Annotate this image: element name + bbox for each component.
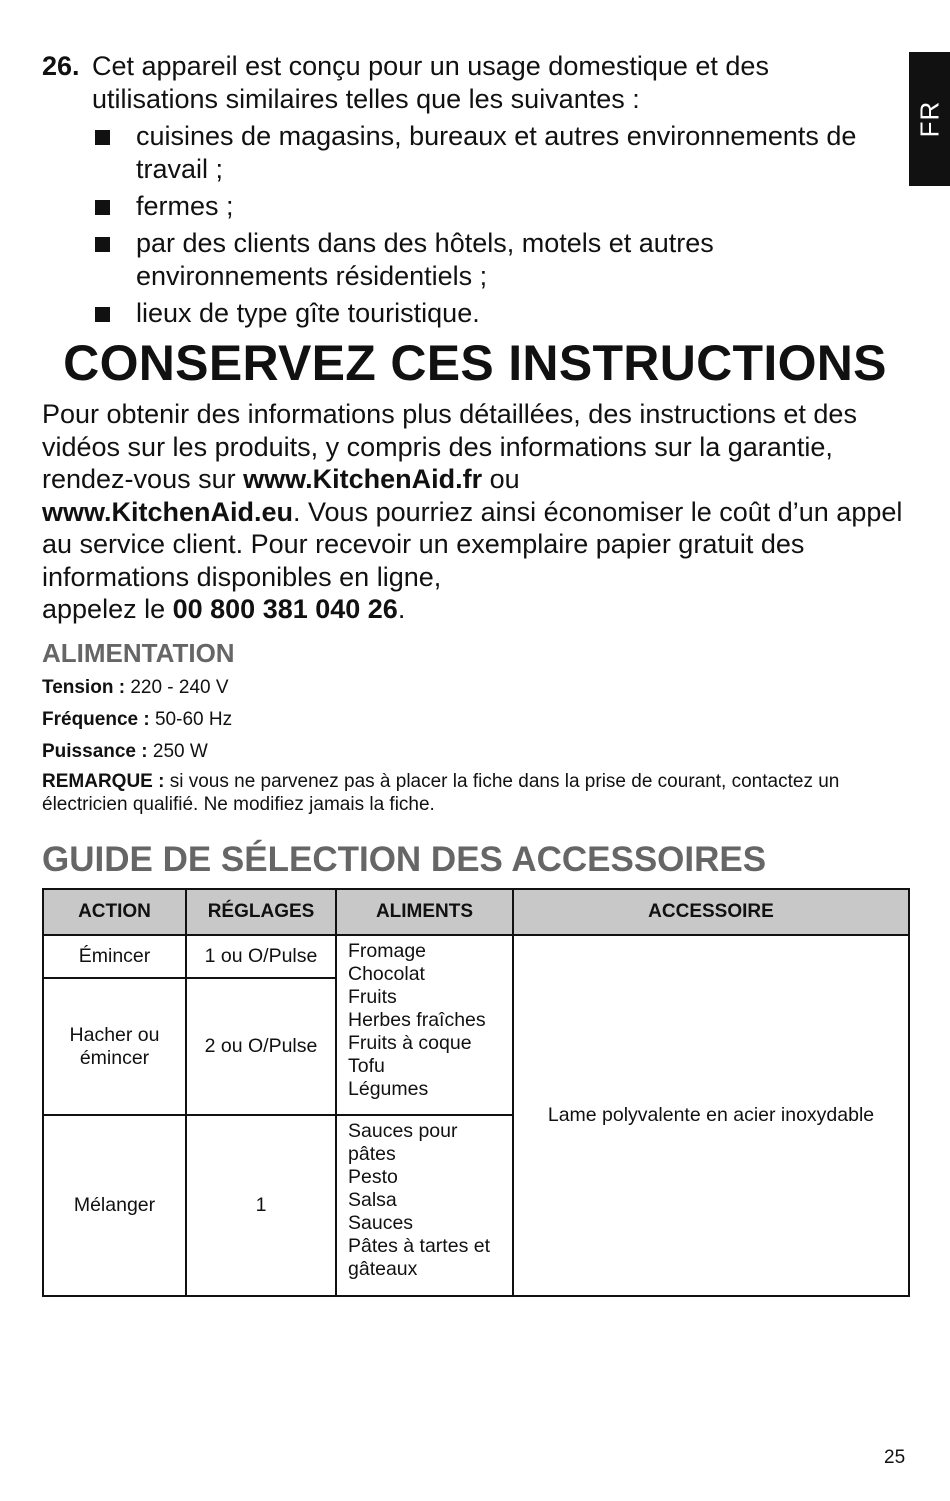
usage-list <box>42 120 882 330</box>
table-header-row <box>43 889 909 935</box>
kitchenaid-eu-link[interactable]: www.KitchenAid.eu <box>42 496 294 527</box>
list-item: cuisines de magasins, bureaux et autres environnements de travail ; <box>92 120 882 186</box>
accessory-cell: Lame polyvalente en acier inoxydable <box>513 935 909 1296</box>
page-number: 25 <box>884 1447 906 1468</box>
square-bullet-icon <box>95 237 110 252</box>
setting-cell: 2 ou O/Pulse <box>186 978 336 1115</box>
foods-cell: Sauces pour pâtes Pesto Salsa Sauces Pâtes à tartes et gâteaux <box>336 1115 513 1296</box>
phone-number: 00 800 381 040 26 <box>172 594 398 624</box>
header-action: ACTION <box>43 889 186 935</box>
action-cell: Émincer <box>43 935 186 978</box>
power-heading: ALIMENTATION <box>42 638 235 668</box>
list-item: lieux de type gîte touristique. <box>92 297 882 330</box>
header-settings: RÉGLAGES <box>186 889 336 935</box>
accessory-guide-table <box>42 888 910 1297</box>
frequency-spec: Fréquence : 50-60 Hz <box>42 709 233 730</box>
action-cell: Hacher ou émincer <box>43 978 186 1115</box>
setting-cell: 1 ou O/Pulse <box>186 935 336 978</box>
kitchenaid-fr-link[interactable]: www.KitchenAid.fr <box>243 464 483 494</box>
square-bullet-icon <box>95 307 110 322</box>
header-accessory: ACCESSOIRE <box>513 889 909 935</box>
action-cell: Mélanger <box>43 1115 186 1296</box>
item-number: 26. <box>42 51 80 81</box>
square-bullet-icon <box>95 200 110 215</box>
square-bullet-icon <box>95 130 110 145</box>
language-tab <box>909 52 950 186</box>
wattage-spec: Puissance : 250 W <box>42 741 208 762</box>
language-tab-label: FR <box>914 100 944 138</box>
accessory-guide-heading: GUIDE DE SÉLECTION DES ACCESSOIRES <box>42 840 767 879</box>
list-item: fermes ; <box>92 190 882 223</box>
item-26 <box>42 50 882 334</box>
item-intro: Cet appareil est conçu pour un usage domestique et des utilisations similaires telles que les suivantes : <box>92 51 769 114</box>
remark-note: REMARQUE : si vous ne parvenez pas à placer la fiche dans la prise de courant, contactez un électricien qualifié. Ne modifiez jamais la fiche. <box>42 771 840 815</box>
save-instructions-title: CONSERVEZ CES INSTRUCTIONS <box>63 335 887 391</box>
info-paragraph: Pour obtenir des informations plus détaillées, des instructions et des vidéos sur les produits, y compris des informations sur la garantie, rendez-vous sur www.KitchenAid.fr ou www.KitchenAid.eu. Vous pourriez ainsi économiser le coût d’un appel au service client. Pour recevoir un exemplaire papier gratuit des informations disponibles en ligne, appelez le 00 800 381 040 26. <box>42 399 903 624</box>
list-item: par des clients dans des hôtels, motels et autres environnements résidentiels ; <box>92 227 882 293</box>
header-foods: ALIMENTS <box>336 889 513 935</box>
foods-cell: Fromage Chocolat Fruits Herbes fraîches Fruits à coque Tofu Légumes <box>336 935 513 1115</box>
voltage-spec: Tension : 220 - 240 V <box>42 677 229 698</box>
table-row <box>43 935 909 978</box>
setting-cell: 1 <box>186 1115 336 1296</box>
